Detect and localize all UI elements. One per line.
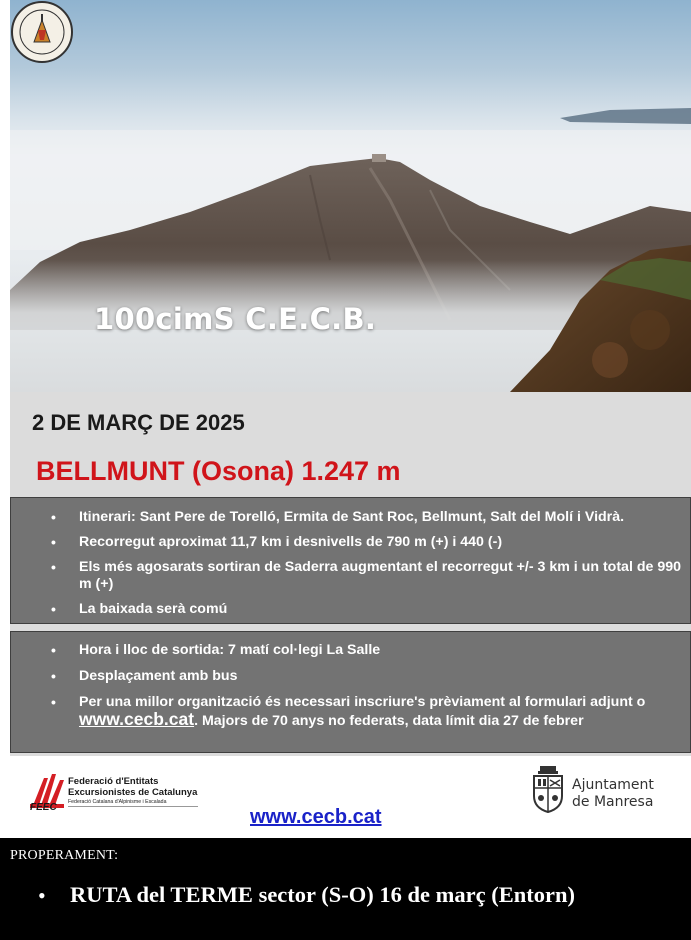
feec-logo-text bbox=[68, 776, 197, 806]
feec-name-line3: Federació Catalana d'Alpinisme i Escalada bbox=[68, 799, 167, 805]
bullet-icon: • bbox=[38, 883, 46, 908]
route-info-box bbox=[10, 497, 691, 624]
logistics-box bbox=[10, 631, 691, 753]
feec-name-line2: Excursionistes de Catalunya bbox=[68, 787, 198, 798]
signup-deadline: . Majors de 70 anys no federats, data límit dia 27 de febrer bbox=[194, 713, 584, 729]
list-item: • Desplaçament amb bus bbox=[11, 668, 690, 685]
list-item: • Els més agosarats sortiran de Saderra augmentant el recorregut +/- 3 km i un total de 990 m (+) bbox=[11, 559, 690, 593]
logistics-list bbox=[11, 642, 690, 730]
upcoming-event: RUTA del TERME sector (S-O) 16 de març (Entorn) bbox=[70, 882, 575, 907]
list-item: • Recorregut aproximat 11,7 km i desnivells de 790 m (+) i 440 (-) bbox=[11, 534, 690, 551]
hero-photo bbox=[10, 0, 691, 392]
hero-title: 100cimS C.E.C.B. bbox=[94, 302, 377, 336]
ajuntament-line2: de Manresa bbox=[572, 794, 654, 810]
list-item: • La baixada serà comú bbox=[11, 601, 690, 618]
ajuntament-line1: Ajuntament bbox=[572, 777, 654, 793]
website-link[interactable]: www.cecb.cat bbox=[250, 806, 382, 828]
signup-text: Per una millor organització és necessari inscriure's prèviament al formulari adjunt o bbox=[79, 694, 646, 710]
manresa-crest-icon bbox=[528, 766, 568, 814]
signup-link[interactable]: www.cecb.cat bbox=[79, 709, 195, 729]
feec-name-line1: Federació d'Entitats bbox=[68, 776, 159, 787]
list-item: • Hora i lloc de sortida: 7 matí col·legi La Salle bbox=[11, 642, 690, 659]
event-peak: BELLMUNT (Osona) 1.247 m bbox=[36, 456, 401, 486]
upcoming-label: PROPERAMENT: bbox=[10, 848, 119, 863]
list-item bbox=[11, 694, 690, 730]
event-date: 2 DE MARÇ DE 2025 bbox=[32, 410, 245, 435]
manresa-logo-text bbox=[572, 777, 654, 811]
club-seal-icon bbox=[10, 0, 74, 64]
feec-abbr: FEEC bbox=[30, 802, 57, 813]
route-info-list bbox=[11, 509, 690, 618]
list-item: • Itinerari: Sant Pere de Torelló, Ermita de Sant Roc, Bellmunt, Salt del Molí i Vidrà. bbox=[11, 509, 690, 526]
